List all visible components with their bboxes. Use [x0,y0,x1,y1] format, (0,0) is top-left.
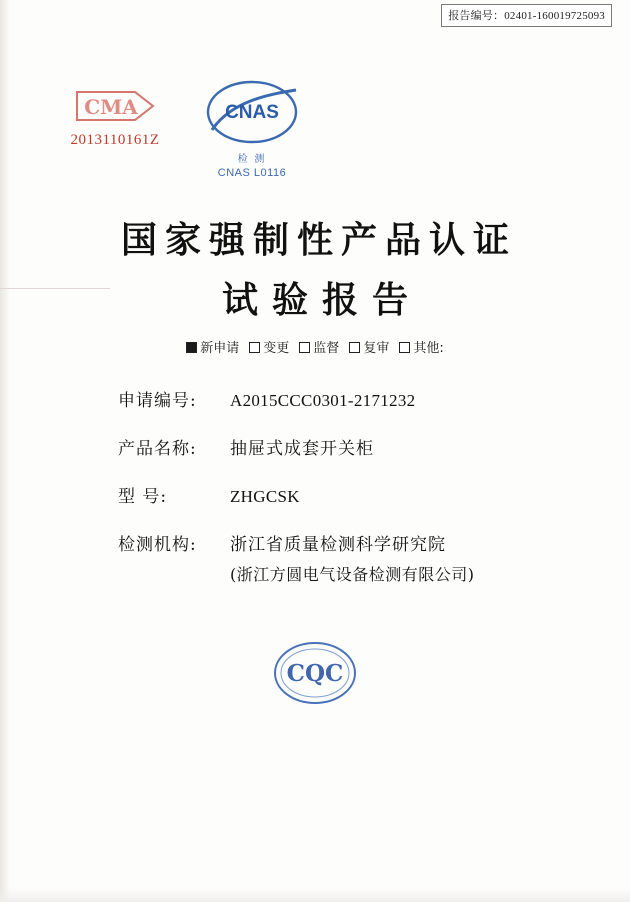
cnas-code: CNAS L0116 [217,167,287,179]
cnas-logo [182,78,322,179]
field-list [118,386,538,605]
checkbox-new-application-icon[interactable] [186,342,197,353]
document-title-line1: 国家强制性产品认证 [120,219,517,261]
option-label-change: 变更 [263,341,290,356]
svg-text:CNAS: CNAS [225,102,279,123]
document-title-line2: 试验报告 [221,279,422,321]
cma-code: 2013110161Z [70,132,160,148]
option-change[interactable] [249,341,289,356]
option-other[interactable] [399,341,443,356]
application-type-options [0,337,630,356]
field-label-model: 型 号: [118,487,168,507]
checkbox-other-icon[interactable] [399,342,410,353]
cma-logo [50,88,180,149]
option-label-other: 其他: [413,341,444,356]
field-label-product-name: 产品名称: [118,439,197,459]
svg-text:CMA: CMA [84,95,138,119]
cqc-mark-icon [269,636,361,710]
field-value-testing-organization-sub: (浙江方圆电气设备检测有限公司) [230,565,475,584]
cnas-mark-icon [198,78,306,152]
option-supervision[interactable] [299,341,339,356]
option-label-supervision: 监督 [313,341,340,356]
field-label-testing-organization: 检测机构: [118,535,197,555]
field-value-product-name: 抽屉式成套开关柜 [230,439,374,459]
checkbox-review-icon[interactable] [349,342,360,353]
option-label-review: 复审 [363,341,390,356]
option-label-new-application: 新申请 [200,341,240,356]
field-application-number [118,386,538,411]
report-number-label: 报告编号： [448,10,505,22]
report-number-box [441,4,612,27]
checkbox-change-icon[interactable] [249,342,260,353]
option-new-application[interactable] [186,341,239,356]
field-model [118,482,538,507]
field-value-application-number: A2015CCC0301-2171232 [230,391,416,410]
report-number-value: 02401-160019725093 [504,10,605,22]
svg-text:CQC: CQC [286,660,344,687]
field-label-application-number: 申请编号: [118,391,197,411]
cnas-sub-label: 检 测 [237,154,267,165]
cma-mark-icon [73,88,157,124]
scan-bottom-shadow [0,888,630,902]
field-value-testing-organization: 浙江省质量检测科学研究院 [230,535,446,555]
checkbox-supervision-icon[interactable] [299,342,310,353]
logo-row [0,78,630,188]
field-testing-organization [118,530,538,555]
field-value-model: ZHGCSK [230,487,300,506]
field-product-name [118,434,538,459]
option-review[interactable] [349,341,389,356]
cqc-seal [0,636,630,710]
